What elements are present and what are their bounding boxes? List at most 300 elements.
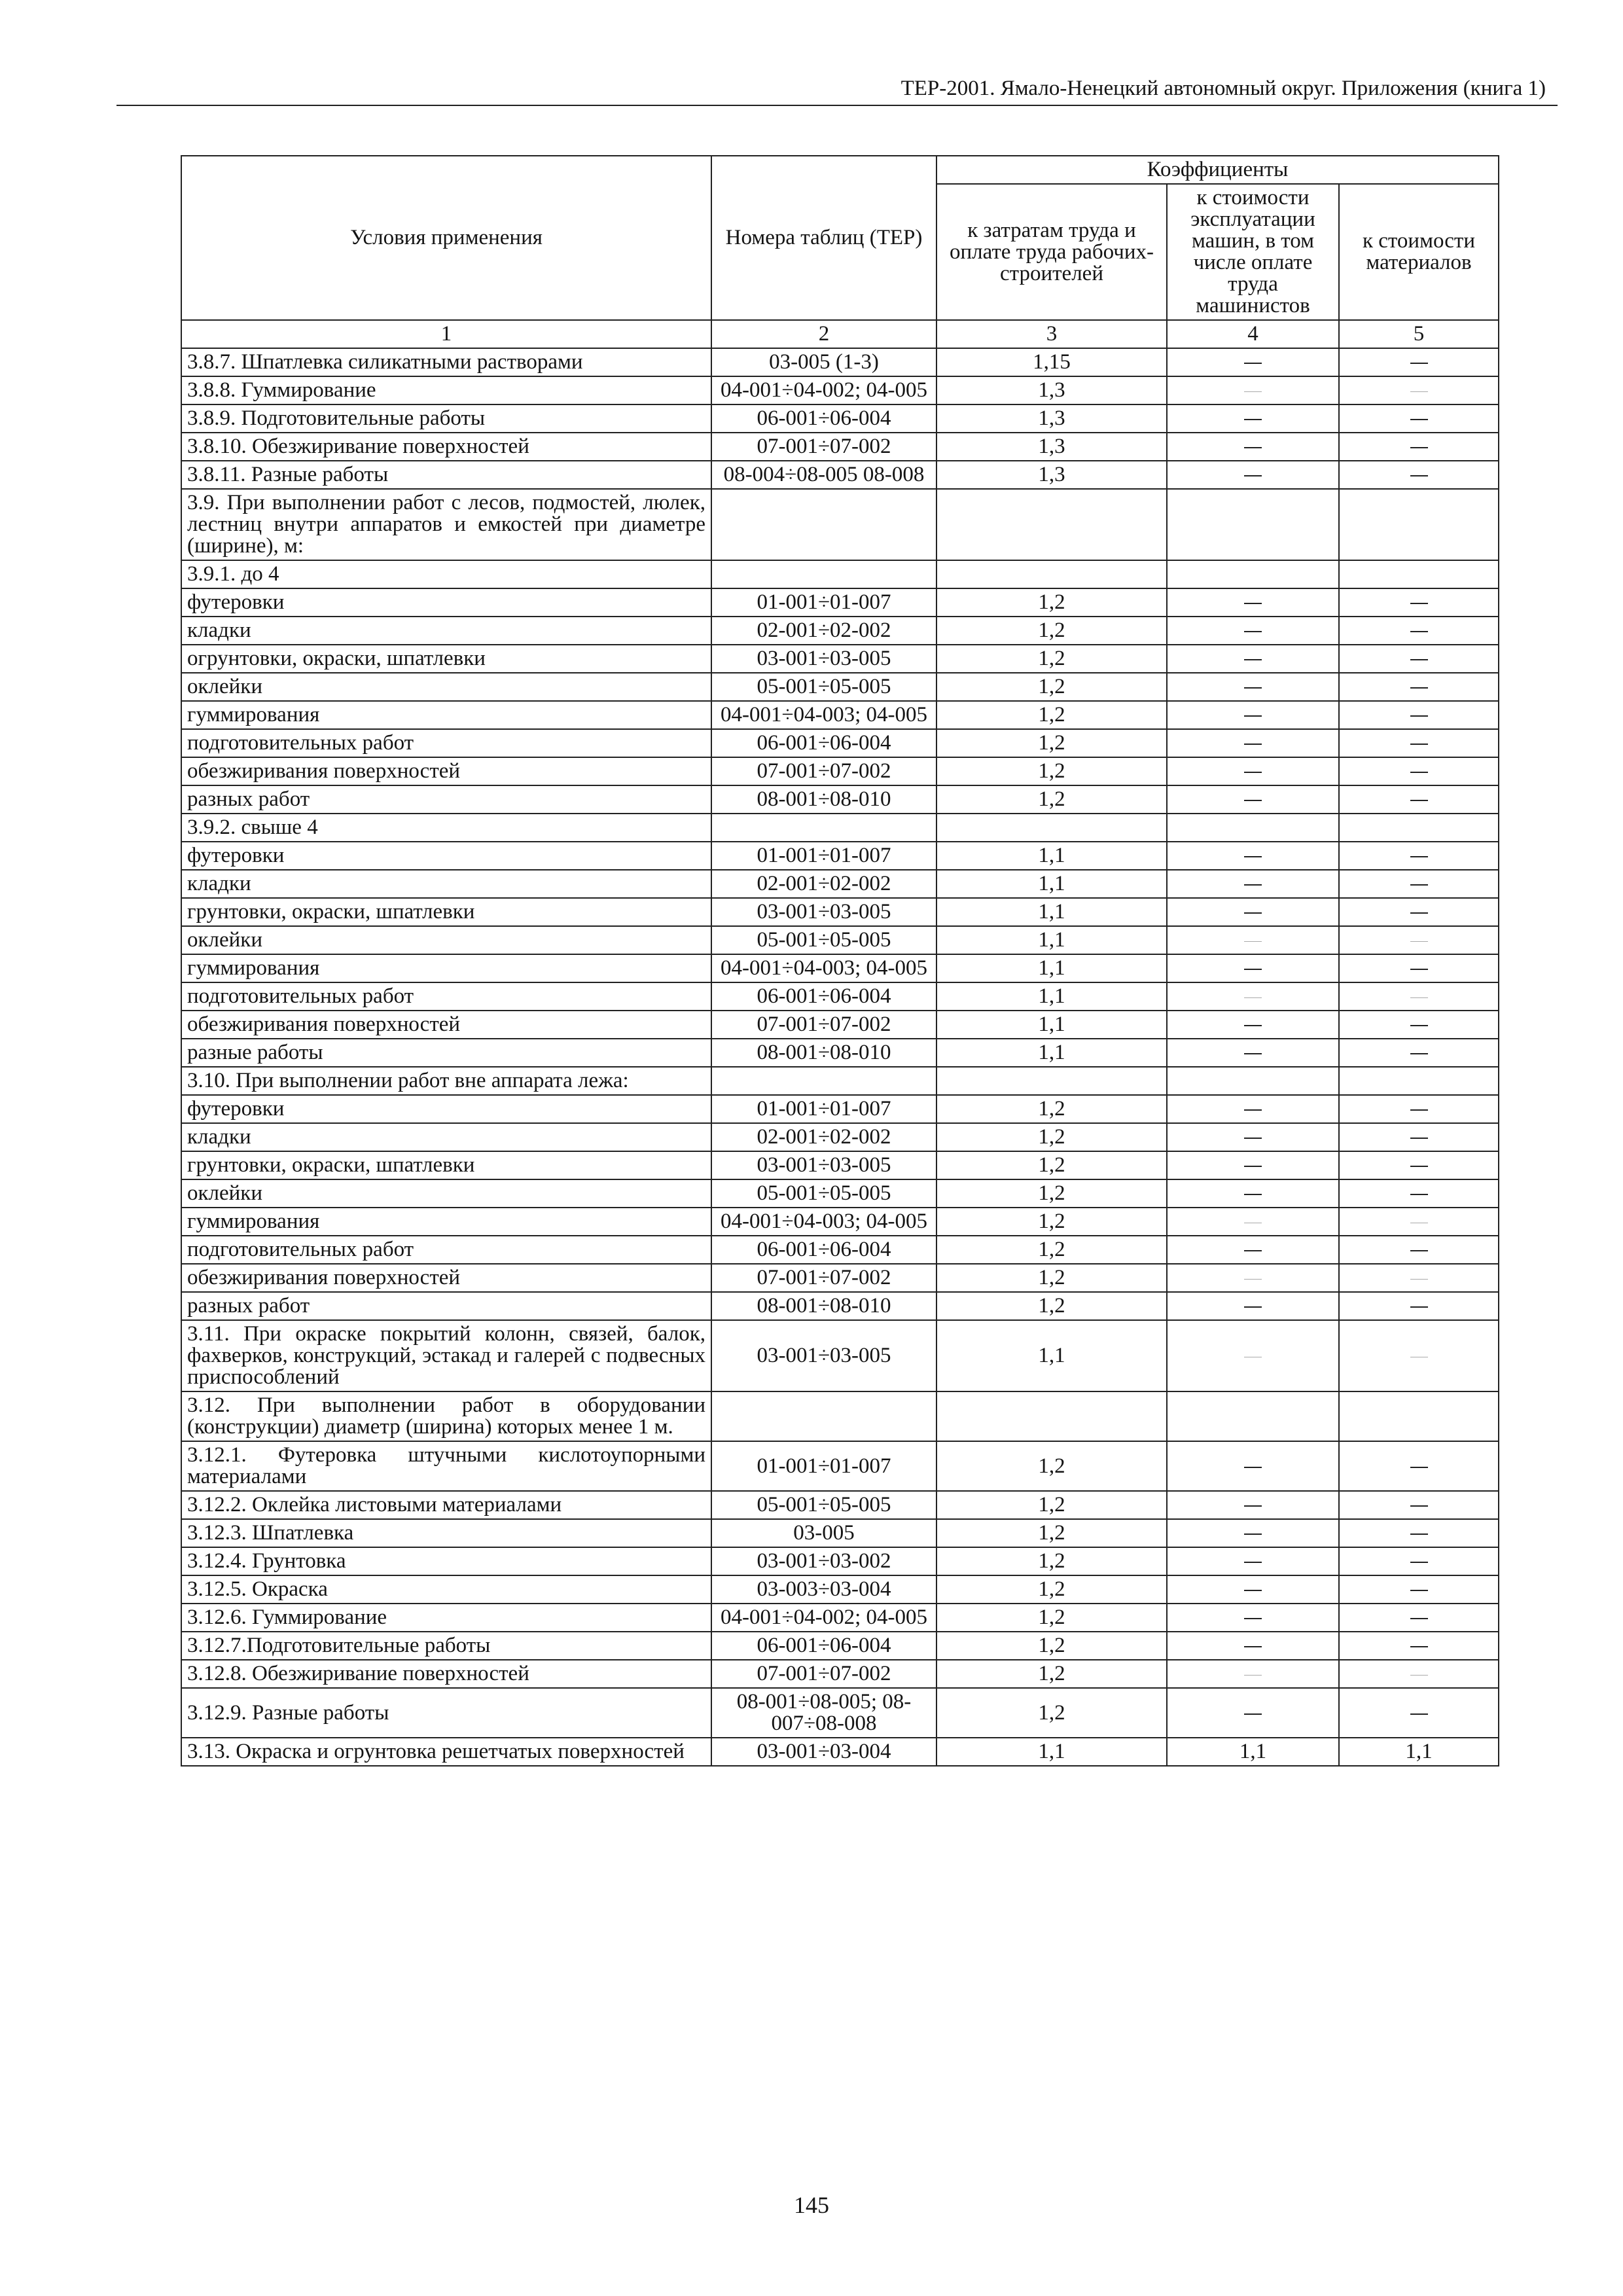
- condition-cell-text: огрунтовки, окраски, шпатлевки: [187, 647, 486, 670]
- labor-coefficient-cell: [936, 1547, 1167, 1575]
- table-row: [181, 1575, 1499, 1604]
- machine-coefficient-cell: [1167, 785, 1339, 814]
- material-coefficient-cell: [1339, 1688, 1499, 1738]
- labor-coefficient-cell-text: 1,2: [1038, 1125, 1065, 1149]
- labor-coefficient-cell: [936, 1519, 1167, 1547]
- labor-coefficient-cell: [936, 1391, 1167, 1441]
- condition-cell: [181, 701, 711, 729]
- machine-coefficient-cell: [1167, 926, 1339, 954]
- labor-coefficient-cell: [936, 1604, 1167, 1632]
- condition-cell-text: футеровки: [187, 1097, 285, 1121]
- machine-coefficient-cell: [1167, 842, 1339, 870]
- labor-coefficient-cell-text: 1,2: [1038, 1210, 1065, 1233]
- table-row: [181, 560, 1499, 588]
- condition-cell-text: гуммирования: [187, 703, 320, 726]
- machine-coefficient-cell: [1167, 1292, 1339, 1320]
- machine-coefficient-cell: [1167, 1441, 1339, 1491]
- material-coefficient-cell: [1339, 1604, 1499, 1632]
- material-coefficient-cell: [1339, 1179, 1499, 1208]
- condition-cell-text: разных работ: [187, 787, 310, 811]
- machine-coefficient-cell: [1167, 757, 1339, 785]
- labor-coefficient-cell: [936, 1441, 1167, 1491]
- machine-coefficient-cell: [1167, 1039, 1339, 1067]
- condition-cell: [181, 433, 711, 461]
- condition-cell-text: 3.11. При окраске покрытий колонн, связей, балок, фахверков, конструкций, эстакад и галерей с подвесных приспособлений: [187, 1322, 705, 1389]
- labor-coefficient-cell: [936, 1236, 1167, 1264]
- material-coefficient-cell: [1339, 348, 1499, 376]
- table-row: [181, 433, 1499, 461]
- dash-mark: [1410, 687, 1428, 689]
- material-coefficient-cell: [1339, 588, 1499, 617]
- table-number-cell-text: 03-001÷03-002: [757, 1549, 891, 1573]
- condition-cell-text: 3.10. При выполнении работ вне аппарата лежа:: [187, 1069, 629, 1092]
- table-row: [181, 870, 1499, 898]
- machine-coefficient-cell: [1167, 376, 1339, 404]
- machine-coefficient-cell: [1167, 1688, 1339, 1738]
- machine-coefficient-cell: [1167, 1236, 1339, 1264]
- condition-cell: [181, 461, 711, 489]
- labor-coefficient-cell: [936, 757, 1167, 785]
- table-number-cell: [711, 785, 936, 814]
- condition-cell-text: оклейки: [187, 928, 263, 952]
- dash-mark: [1410, 856, 1428, 857]
- material-coefficient-cell: [1339, 1491, 1499, 1519]
- labor-coefficient-cell: [936, 1320, 1167, 1391]
- table-number-cell: [711, 560, 936, 588]
- dash-mark: [1244, 1534, 1262, 1535]
- table-row: [181, 1547, 1499, 1575]
- labor-coefficient-cell-text: 1,2: [1038, 787, 1065, 811]
- labor-coefficient-cell-text: 1,2: [1038, 1097, 1065, 1121]
- material-coefficient-cell: [1339, 982, 1499, 1011]
- condition-cell-text: 3.12.3. Шпатлевка: [187, 1521, 354, 1545]
- dash-mark: [1410, 1618, 1428, 1619]
- table-number-cell: [711, 1491, 936, 1519]
- labor-coefficient-cell: [936, 1095, 1167, 1123]
- machine-coefficient-cell: [1167, 1547, 1339, 1575]
- labor-coefficient-cell: [936, 1179, 1167, 1208]
- condition-cell: [181, 757, 711, 785]
- running-header: [116, 71, 1558, 106]
- machine-coefficient-cell: [1167, 1011, 1339, 1039]
- condition-cell-text: 3.12.6. Гуммирование: [187, 1605, 387, 1629]
- condition-cell: [181, 1179, 711, 1208]
- dash-mark: [1410, 1250, 1428, 1251]
- condition-cell-text: 3.8.11. Разные работы: [187, 463, 389, 486]
- condition-cell-text: 3.9. При выполнении работ с лесов, подмостей, люлек, лестниц внутри аппаратов и емкостей при диаметре (ширине), м:: [187, 491, 705, 558]
- table-number-cell: [711, 588, 936, 617]
- col-header-labor: к затратам труда и оплате труда рабочих-строителей: [936, 184, 1167, 320]
- labor-coefficient-cell: [936, 1575, 1167, 1604]
- dash-mark: [1244, 1025, 1262, 1026]
- table-number-cell-text: 03-005: [793, 1521, 855, 1545]
- condition-cell: [181, 1688, 711, 1738]
- labor-coefficient-cell: [936, 1123, 1167, 1151]
- labor-coefficient-cell: [936, 982, 1167, 1011]
- table-row: [181, 982, 1499, 1011]
- condition-cell-text: 3.8.9. Подготовительные работы: [187, 406, 486, 430]
- machine-coefficient-cell: [1167, 1320, 1339, 1391]
- labor-coefficient-cell-text: 1,3: [1038, 378, 1065, 402]
- table-number-cell: [711, 1632, 936, 1660]
- dash-mark: [1410, 475, 1428, 476]
- labor-coefficient-cell: [936, 1688, 1167, 1738]
- dash-mark: [1410, 1053, 1428, 1054]
- labor-coefficient-cell-text: 1,3: [1038, 435, 1065, 458]
- material-coefficient-cell: [1339, 1123, 1499, 1151]
- material-coefficient-cell: [1339, 1264, 1499, 1292]
- condition-cell-text: 3.13. Окраска и огрунтовка решетчатых поверхностей: [187, 1740, 685, 1763]
- dash-mark: [1410, 1194, 1428, 1195]
- machine-coefficient-cell: [1167, 1738, 1339, 1766]
- material-coefficient-cell: [1339, 617, 1499, 645]
- table-row: [181, 814, 1499, 842]
- material-coefficient-cell: [1339, 729, 1499, 757]
- table-row: [181, 729, 1499, 757]
- table-row: [181, 1095, 1499, 1123]
- table-number-cell-text: 07-001÷07-002: [757, 759, 891, 783]
- machine-coefficient-cell: [1167, 1095, 1339, 1123]
- material-coefficient-cell: [1339, 1738, 1499, 1766]
- dash-mark: [1244, 969, 1262, 970]
- machine-coefficient-cell-text: 1,1: [1239, 1740, 1267, 1763]
- condition-cell: [181, 673, 711, 701]
- dash-mark: [1244, 1646, 1262, 1647]
- dash-mark: [1410, 1109, 1428, 1111]
- dash-mark: [1410, 1306, 1428, 1308]
- condition-cell-text: кладки: [187, 872, 251, 895]
- table-number-cell-text: 06-001÷06-004: [757, 1634, 891, 1657]
- labor-coefficient-cell: [936, 1039, 1167, 1067]
- material-coefficient-cell: [1339, 1292, 1499, 1320]
- table-number-cell-text: 04-001÷04-002; 04-005: [721, 1605, 927, 1629]
- page-number: 145: [794, 2192, 829, 2218]
- condition-cell-text: 3.12.1. Футеровка штучными кислотоупорными материалами: [187, 1443, 705, 1488]
- dash-mark: [1244, 1194, 1262, 1195]
- material-coefficient-cell: [1339, 1519, 1499, 1547]
- table-number-cell: [711, 1151, 936, 1179]
- dash-mark: [1244, 391, 1262, 392]
- condition-cell-text: разные работы: [187, 1041, 323, 1064]
- condition-cell: [181, 1067, 711, 1095]
- labor-coefficient-cell: [936, 645, 1167, 673]
- table-number-cell-text: 08-001÷08-010: [757, 787, 891, 811]
- condition-cell: [181, 870, 711, 898]
- table-row: [181, 1688, 1499, 1738]
- condition-cell-text: 3.8.10. Обезжиривание поверхностей: [187, 435, 529, 458]
- condition-cell-text: гуммирования: [187, 1210, 320, 1233]
- labor-coefficient-cell: [936, 729, 1167, 757]
- table-number-cell-text: 01-001÷01-007: [757, 590, 891, 614]
- machine-coefficient-cell: [1167, 870, 1339, 898]
- table-row: [181, 926, 1499, 954]
- condition-cell: [181, 1320, 711, 1391]
- table-row: [181, 842, 1499, 870]
- labor-coefficient-cell: [936, 489, 1167, 560]
- labor-coefficient-cell-text: 1,1: [1038, 1740, 1065, 1763]
- table-row: [181, 1179, 1499, 1208]
- table-number-cell: [711, 1011, 936, 1039]
- labor-coefficient-cell-text: 1,1: [1038, 956, 1065, 980]
- labor-coefficient-cell: [936, 785, 1167, 814]
- column-number: 1: [181, 320, 711, 348]
- condition-cell: [181, 404, 711, 433]
- dash-mark: [1244, 941, 1262, 942]
- table-number-cell: [711, 926, 936, 954]
- table-number-cell: [711, 1688, 936, 1738]
- material-coefficient-cell: [1339, 898, 1499, 926]
- material-coefficient-cell-text: 1,1: [1405, 1740, 1433, 1763]
- dash-mark: [1244, 659, 1262, 660]
- material-coefficient-cell: [1339, 1236, 1499, 1264]
- condition-cell-text: оклейки: [187, 675, 263, 698]
- table-number-cell: [711, 617, 936, 645]
- labor-coefficient-cell-text: 1,1: [1038, 928, 1065, 952]
- machine-coefficient-cell: [1167, 814, 1339, 842]
- condition-cell-text: 3.8.7. Шпатлевка силикатными растворами: [187, 350, 583, 374]
- material-coefficient-cell: [1339, 1632, 1499, 1660]
- table-number-cell: [711, 1236, 936, 1264]
- labor-coefficient-cell-text: 1,2: [1038, 1181, 1065, 1205]
- material-coefficient-cell: [1339, 1208, 1499, 1236]
- condition-cell: [181, 1151, 711, 1179]
- table-number-cell-text: 04-001÷04-003; 04-005: [721, 956, 927, 980]
- labor-coefficient-cell: [936, 433, 1167, 461]
- dash-mark: [1244, 912, 1262, 914]
- condition-cell: [181, 1123, 711, 1151]
- labor-coefficient-cell-text: 1,1: [1038, 984, 1065, 1008]
- condition-cell-text: 3.12.4. Грунтовка: [187, 1549, 346, 1573]
- labor-coefficient-cell: [936, 1264, 1167, 1292]
- table-row: [181, 785, 1499, 814]
- table-row: [181, 757, 1499, 785]
- dash-mark: [1410, 744, 1428, 745]
- table-number-cell-text: 04-001÷04-002; 04-005: [721, 378, 927, 402]
- table-row: [181, 1264, 1499, 1292]
- labor-coefficient-cell-text: 1,2: [1038, 759, 1065, 783]
- table-number-cell: [711, 1039, 936, 1067]
- condition-cell: [181, 1011, 711, 1039]
- machine-coefficient-cell: [1167, 404, 1339, 433]
- table-number-cell-text: 03-001÷03-005: [757, 1344, 891, 1367]
- labor-coefficient-cell: [936, 842, 1167, 870]
- material-coefficient-cell: [1339, 1575, 1499, 1604]
- table-row: [181, 1236, 1499, 1264]
- machine-coefficient-cell: [1167, 954, 1339, 982]
- table-row: [181, 404, 1499, 433]
- table-number-cell-text: 03-001÷03-005: [757, 1153, 891, 1177]
- material-coefficient-cell: [1339, 814, 1499, 842]
- dash-mark: [1410, 631, 1428, 632]
- dash-mark: [1410, 941, 1428, 942]
- table-number-cell: [711, 1095, 936, 1123]
- condition-cell: [181, 729, 711, 757]
- labor-coefficient-cell: [936, 1067, 1167, 1095]
- labor-coefficient-cell: [936, 1011, 1167, 1039]
- labor-coefficient-cell-text: 1,1: [1038, 900, 1065, 924]
- table-row: [181, 1660, 1499, 1688]
- condition-cell-text: 3.12.2. Оклейка листовыми материалами: [187, 1493, 562, 1516]
- condition-cell-text: 3.12.8. Обезжиривание поверхностей: [187, 1662, 529, 1685]
- dash-mark: [1244, 1166, 1262, 1167]
- table-number-cell-text: 07-001÷07-002: [757, 1013, 891, 1036]
- labor-coefficient-cell-text: 1,15: [1033, 350, 1071, 374]
- machine-coefficient-cell: [1167, 560, 1339, 588]
- table-number-cell: [711, 1441, 936, 1491]
- labor-coefficient-cell-text: 1,2: [1038, 647, 1065, 670]
- condition-cell: [181, 1391, 711, 1441]
- table-number-cell-text: 07-001÷07-002: [757, 435, 891, 458]
- machine-coefficient-cell: [1167, 701, 1339, 729]
- labor-coefficient-cell: [936, 560, 1167, 588]
- dash-mark: [1410, 1279, 1428, 1280]
- material-coefficient-cell: [1339, 1320, 1499, 1391]
- condition-cell: [181, 1095, 711, 1123]
- condition-cell-text: грунтовки, окраски, шпатлевки: [187, 1153, 475, 1177]
- material-coefficient-cell: [1339, 1547, 1499, 1575]
- table-number-cell: [711, 404, 936, 433]
- condition-cell-text: кладки: [187, 619, 251, 642]
- dash-mark: [1410, 603, 1428, 604]
- condition-cell: [181, 785, 711, 814]
- labor-coefficient-cell-text: 1,2: [1038, 703, 1065, 726]
- table-number-cell: [711, 433, 936, 461]
- dash-mark: [1410, 363, 1428, 364]
- column-number: 2: [711, 320, 936, 348]
- dash-mark: [1410, 391, 1428, 392]
- table-number-cell-text: 03-001÷03-005: [757, 647, 891, 670]
- table-number-cell-text: 08-001÷08-010: [757, 1294, 891, 1318]
- condition-cell-text: разных работ: [187, 1294, 310, 1318]
- labor-coefficient-cell: [936, 348, 1167, 376]
- table-row: [181, 1519, 1499, 1547]
- col-header-materials: к стоимости материалов: [1339, 184, 1499, 320]
- table-number-cell-text: 08-001÷08-010: [757, 1041, 891, 1064]
- condition-cell-text: гуммирования: [187, 956, 320, 980]
- table-number-cell-text: 04-001÷04-003; 04-005: [721, 703, 927, 726]
- machine-coefficient-cell: [1167, 461, 1339, 489]
- material-coefficient-cell: [1339, 673, 1499, 701]
- table-number-cell-text: 06-001÷06-004: [757, 731, 891, 755]
- dash-mark: [1410, 912, 1428, 914]
- table-number-cell: [711, 348, 936, 376]
- material-coefficient-cell: [1339, 645, 1499, 673]
- machine-coefficient-cell: [1167, 1632, 1339, 1660]
- condition-cell: [181, 560, 711, 588]
- condition-cell: [181, 1208, 711, 1236]
- table-row: [181, 588, 1499, 617]
- table-row: [181, 954, 1499, 982]
- condition-cell: [181, 1547, 711, 1575]
- dash-mark: [1244, 447, 1262, 448]
- labor-coefficient-cell: [936, 814, 1167, 842]
- table-number-cell: [711, 461, 936, 489]
- machine-coefficient-cell: [1167, 673, 1339, 701]
- condition-cell: [181, 814, 711, 842]
- machine-coefficient-cell: [1167, 982, 1339, 1011]
- table-number-cell-text: 07-001÷07-002: [757, 1662, 891, 1685]
- condition-cell: [181, 1575, 711, 1604]
- material-coefficient-cell: [1339, 489, 1499, 560]
- table-row: [181, 1604, 1499, 1632]
- dash-mark: [1244, 997, 1262, 998]
- labor-coefficient-cell-text: 1,2: [1038, 1521, 1065, 1545]
- table-number-cell-text: 05-001÷05-005: [757, 928, 891, 952]
- dash-mark: [1410, 447, 1428, 448]
- machine-coefficient-cell: [1167, 1179, 1339, 1208]
- machine-coefficient-cell: [1167, 1391, 1339, 1441]
- condition-cell-text: подготовительных работ: [187, 1238, 414, 1261]
- condition-cell: [181, 926, 711, 954]
- dash-mark: [1244, 419, 1262, 420]
- dash-mark: [1410, 1025, 1428, 1026]
- material-coefficient-cell: [1339, 1011, 1499, 1039]
- material-coefficient-cell: [1339, 376, 1499, 404]
- condition-cell-text: 3.12.9. Разные работы: [187, 1700, 389, 1725]
- condition-cell: [181, 1441, 711, 1491]
- table-number-cell-text: 02-001÷02-002: [757, 1125, 891, 1149]
- labor-coefficient-cell: [936, 461, 1167, 489]
- table-number-cell: [711, 1208, 936, 1236]
- dash-mark: [1244, 1306, 1262, 1308]
- col-header-table-numbers: Номера таблиц (ТЕР): [711, 156, 936, 320]
- dash-mark: [1410, 1675, 1428, 1676]
- table-row: [181, 1320, 1499, 1391]
- machine-coefficient-cell: [1167, 1208, 1339, 1236]
- table-number-cell-text: 05-001÷05-005: [757, 1181, 891, 1205]
- table-number-cell-text: 01-001÷01-007: [757, 1454, 891, 1478]
- dash-mark: [1410, 1534, 1428, 1535]
- table-number-cell-text: 01-001÷01-007: [757, 844, 891, 867]
- table-number-cell-text: 05-001÷05-005: [757, 1493, 891, 1516]
- col-group-coefficients: Коэффициенты: [936, 156, 1499, 184]
- labor-coefficient-cell-text: 1,2: [1038, 1634, 1065, 1657]
- condition-cell: [181, 1236, 711, 1264]
- condition-cell-text: 3.9.1. до 4: [187, 562, 279, 586]
- condition-cell-text: оклейки: [187, 1181, 263, 1205]
- dash-mark: [1410, 969, 1428, 970]
- dash-mark: [1410, 1467, 1428, 1468]
- table-number-cell-text: 07-001÷07-002: [757, 1266, 891, 1289]
- column-number: 5: [1339, 320, 1499, 348]
- table-number-cell: [711, 1292, 936, 1320]
- dash-mark: [1244, 1562, 1262, 1563]
- labor-coefficient-cell-text: 1,2: [1038, 1238, 1065, 1261]
- condition-cell-text: 3.12. При выполнении работ в оборудовании (конструкции) диаметр (ширина) которых менее 1 м.: [187, 1393, 705, 1439]
- dash-mark: [1244, 1713, 1262, 1715]
- labor-coefficient-cell-text: 1,2: [1038, 1577, 1065, 1601]
- table-number-cell: [711, 814, 936, 842]
- col-header-machines: к стоимости эксплуатации машин, в том числе оплате труда машинистов: [1167, 184, 1339, 320]
- labor-coefficient-cell: [936, 1491, 1167, 1519]
- table-row: [181, 673, 1499, 701]
- dash-mark: [1410, 419, 1428, 420]
- table-row: [181, 461, 1499, 489]
- dash-mark: [1410, 1590, 1428, 1591]
- material-coefficient-cell: [1339, 1441, 1499, 1491]
- dash-mark: [1410, 1646, 1428, 1647]
- table-row: [181, 898, 1499, 926]
- labor-coefficient-cell-text: 1,2: [1038, 1700, 1065, 1725]
- table-number-cell: [711, 1547, 936, 1575]
- dash-mark: [1410, 800, 1428, 801]
- dash-mark: [1244, 603, 1262, 604]
- table-row: [181, 376, 1499, 404]
- material-coefficient-cell: [1339, 433, 1499, 461]
- condition-cell: [181, 1632, 711, 1660]
- material-coefficient-cell: [1339, 954, 1499, 982]
- machine-coefficient-cell: [1167, 588, 1339, 617]
